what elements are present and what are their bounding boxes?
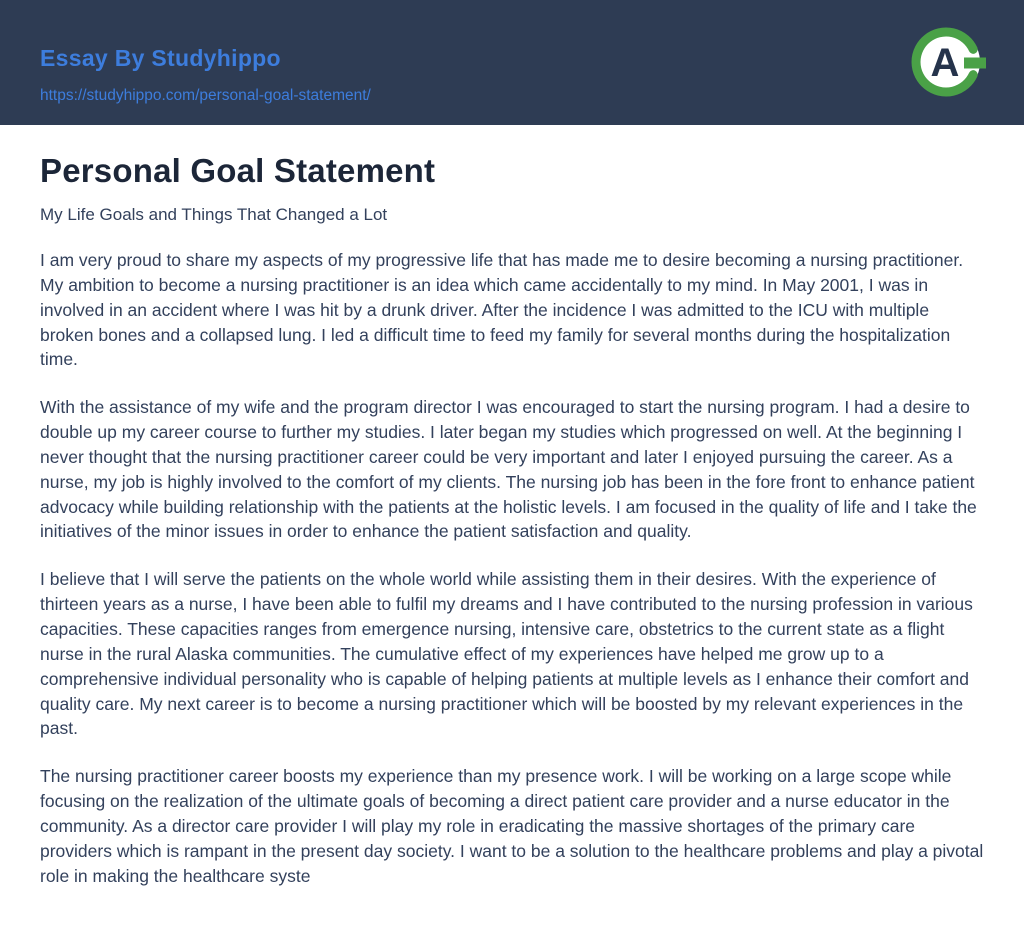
essay-title: Personal Goal Statement	[40, 152, 436, 189]
logo-letter: A	[930, 41, 960, 85]
page-header	[0, 0, 1024, 125]
essay-paragraph: I believe that I will serve the patients on the whole world while assisting them in their desires. With the experience of thirteen years as a nurse, I have been able to fulfil my dreams and I have contributed to the nursing profession in various capacities. These capacities ranges from emergence nursing, intensive care, obstetrics to the current state as a flight nurse in the rural Alaska communities. The cumulative effect of my experiences have helped me grow up to a comprehensive individual personality who is capable of helping patients at multiple levels as I enhance their comfort and quality care. My next career is to become a nursing practitioner which will be boosted by my relevant experiences in the past.	[40, 569, 973, 739]
logo-a-icon	[910, 24, 986, 100]
studyhippo-logo	[910, 24, 986, 100]
essay-paragraph: The nursing practitioner career boosts my experience than my presence work. I will be working on a large scope while focusing on the realization of the ultimate goals of becoming a direct patient care provider and a nurse educator in the community. As a director care provider I will play my role in eradicating the massive shortages of the primary care providers which is rampant in the present day society. I want to be a solution to the healthcare problems and play a pivotal role in making the healthcare syste	[40, 766, 984, 886]
essay-paragraph: With the assistance of my wife and the program director I was encouraged to start the nursing program. I had a desire to double up my career course to further my studies. I later began my studies which progressed on well. At the beginning I never thought that the nursing practitioner career could be very important and later I enjoyed pursuing the career. As a nurse, my job is highly involved to the comfort of my clients. The nursing job has been in the fore front to enhance patient advocacy while building relationship with the patients at the holistic levels. I am focused in the quality of life and I take the initiatives of the minor issues in order to enhance the patient satisfaction and quality.	[40, 397, 977, 542]
essay-subtitle: My Life Goals and Things That Changed a Lot	[40, 205, 388, 224]
essay-content	[0, 152, 1024, 928]
essay-byline: Essay By Studyhippo	[40, 45, 281, 71]
essay-paragraph: I am very proud to share my aspects of my progressive life that has made me to desire becoming a nursing practitioner. My ambition to become a nursing practitioner is an idea which came accidentally to my mind. In May 2001, I was in involved in an accident where I was hit by a drunk driver. After the incidence I was admitted to the ICU with multiple broken bones and a collapsed lung. I led a difficult time to feed my family for several months during the hospitalization time.	[40, 250, 964, 370]
source-url-link[interactable]: https://studyhippo.com/personal-goal-statement/	[40, 87, 371, 104]
